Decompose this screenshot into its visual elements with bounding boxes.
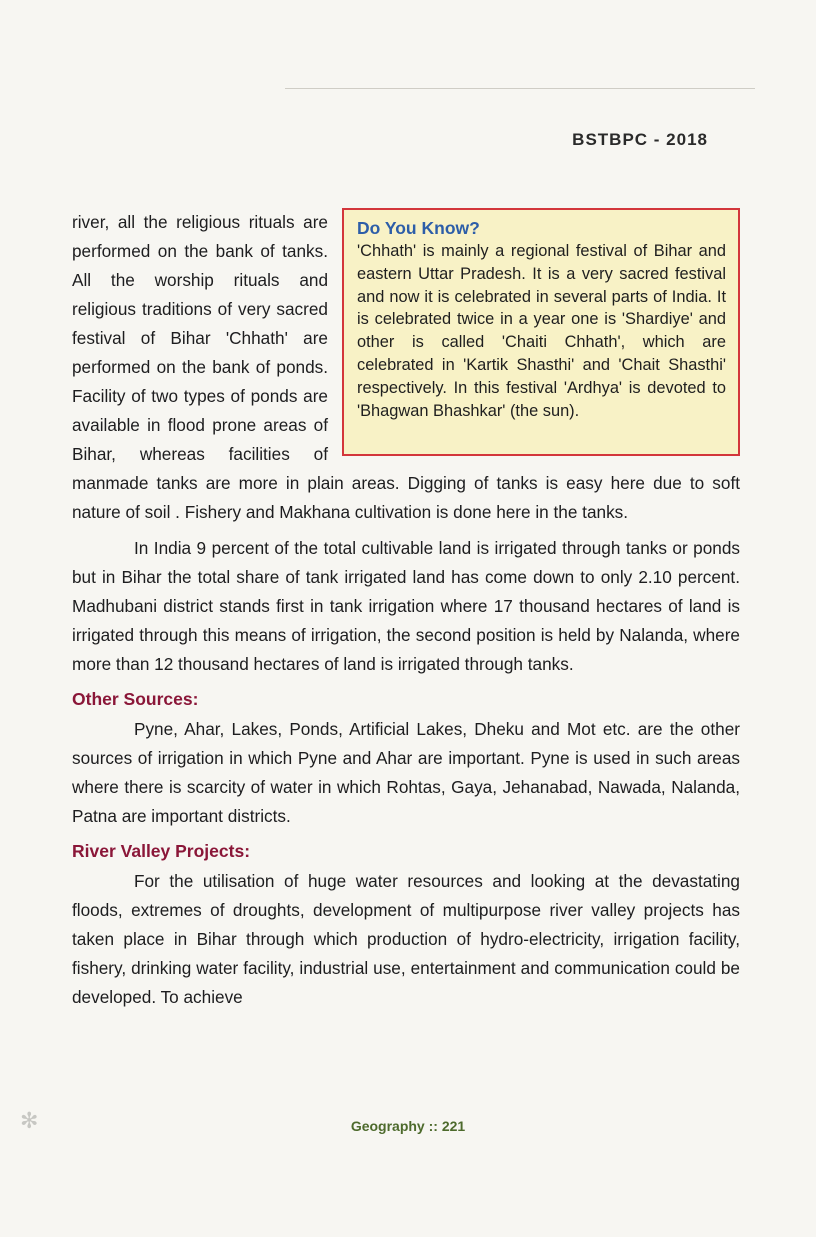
- paragraph-river-valley: For the utilisation of huge water resources and looking at the devastating floods, extremes of droughts, development of multipurpose river valley projects has taken place in Bihar through which production of hydro-electricity, irrigation facility, fishery, drinking water facility, industrial use, entertainment and communication could be developed. To achieve: [72, 871, 740, 1007]
- scan-smudge-icon: ✻: [20, 1108, 39, 1133]
- page-footer: Geography :: 221: [350, 1118, 466, 1134]
- paragraph-tank-irrigation: In India 9 percent of the total cultivable land is irrigated through tanks or ponds but in Bihar the total share of tank irrigated land has come down to only 2.10 percent. Madhubani district stands first in tank irrigation where 17 thousand hectares of land is irrigated through this means of irrigation, the second position is held by Nalanda, where more than 12 thousand hectares of land is irrigated through tanks.: [72, 538, 740, 674]
- heading-river-valley-projects: River Valley Projects:: [72, 841, 251, 861]
- callout-text: 'Chhath' is mainly a regional festival of Bihar and eastern Uttar Pradesh. It is a very sacred festival and now it is celebrated in several parts of India. It is celebrated twice in a year one is 'Shardiye' and other is called 'Chaiti Chhath', which are celebrated in 'Kartik Shasthi' and 'Chait Shasthi' respectively. In this festival 'Ardhya' is devoted to 'Bhagwan Bhashkar' (the sun).: [357, 242, 726, 420]
- page-content: [72, 208, 740, 1012]
- page-header-code: BSTBPC - 2018: [572, 130, 708, 149]
- callout-title: Do You Know?: [357, 218, 480, 238]
- paragraph-other-sources: Pyne, Ahar, Lakes, Ponds, Artificial Lakes, Dheku and Mot etc. are the other sources of irrigation in which Pyne and Ahar are important. Pyne is used in such areas where there is scarcity of water in which Rohtas, Gaya, Jehanabad, Nawada, Nalanda, Patna are important districts.: [72, 719, 740, 826]
- paragraph-tanks: river, all the religious rituals are performed on the bank of tanks. All the worship rituals and religious traditions of very sacred festival of Bihar 'Chhath' are performed on the bank of ponds. Facility of two types of ponds are available in flood prone areas of Bihar, whereas facilities of manmade tanks are more in plain areas. Digging of tanks is easy here due to soft nature of soil . Fishery and Makhana cultivation is done here in the tanks.: [72, 212, 740, 522]
- heading-other-sources: Other Sources:: [72, 689, 199, 709]
- top-divider: [285, 88, 755, 89]
- do-you-know-box: [342, 208, 740, 456]
